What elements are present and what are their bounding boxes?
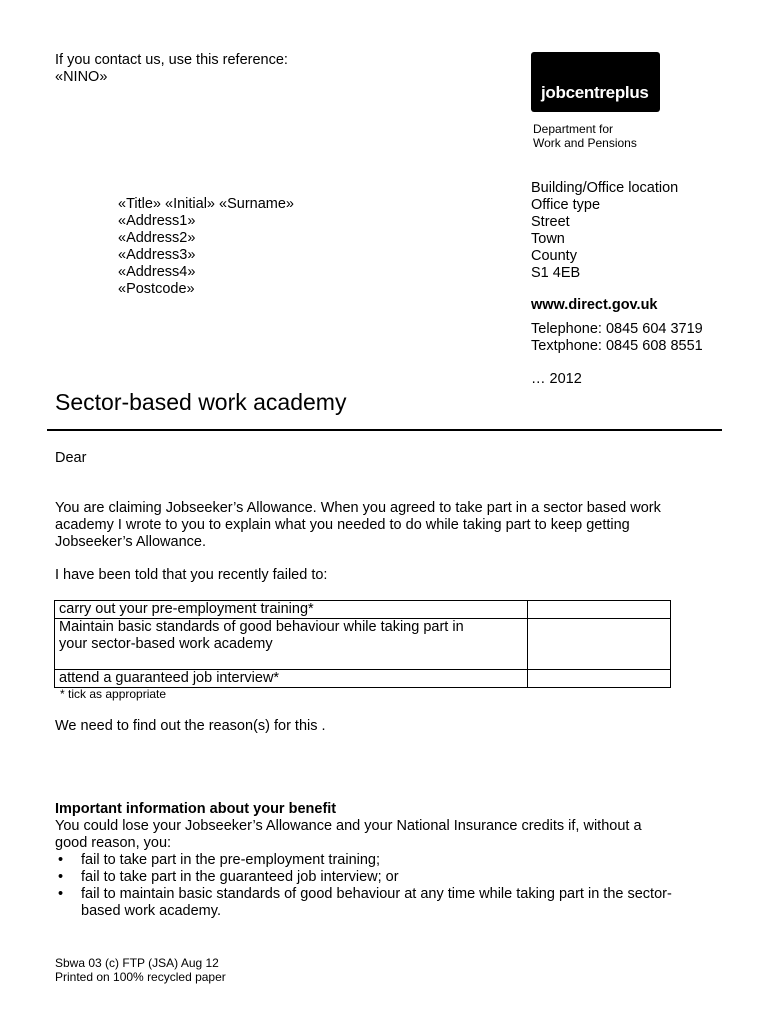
reference-block xyxy=(55,52,288,86)
tick-box[interactable] xyxy=(528,670,671,688)
office-postcode: S1 4EB xyxy=(531,265,581,281)
consequence-list xyxy=(55,852,725,920)
letter-heading: Sector-based work academy xyxy=(55,389,347,415)
failure-reason xyxy=(55,670,528,688)
textphone-number: Textphone: 0845 608 8551 xyxy=(531,338,703,354)
heading-divider xyxy=(47,429,722,431)
logo-text: jobcentreplus xyxy=(541,83,649,102)
reason-line: attend a guaranteed job interview* xyxy=(59,670,280,686)
list-item-text: fail to take part in the pre-employment training; xyxy=(81,852,381,868)
table-footnote: * tick as appropriate xyxy=(60,687,167,701)
table-row xyxy=(55,670,671,688)
recipient-address1: «Address1» xyxy=(118,213,196,229)
list-item-text: based work academy. xyxy=(81,903,221,919)
jobcentreplus-logo xyxy=(531,52,660,112)
telephone-number: Telephone: 0845 604 3719 xyxy=(531,321,703,337)
office-location: Building/Office location xyxy=(531,180,679,196)
reason-line: Maintain basic standards of good behaviour while taking part in xyxy=(59,619,464,635)
intro-line-2: academy I wrote to you to explain what you needed to do while taking part to keep getting xyxy=(55,517,630,533)
list-item xyxy=(55,869,725,886)
reason-request: We need to find out the reason(s) for this . xyxy=(55,718,326,734)
office-street: Street xyxy=(531,214,570,230)
bullet-icon: • xyxy=(58,869,64,885)
reference-value: «NINO» xyxy=(55,69,108,85)
important-info-heading: Important information about your benefit xyxy=(55,801,337,817)
reason-line: carry out your pre-employment training* xyxy=(59,601,314,617)
bullet-icon: • xyxy=(58,852,64,868)
info-line-1: You could lose your Jobseeker’s Allowance and your National Insurance credits if, without a xyxy=(55,818,642,834)
important-info-text xyxy=(55,818,725,852)
info-line-2: good reason, you: xyxy=(55,835,172,851)
list-item xyxy=(55,886,725,920)
office-type: Office type xyxy=(531,197,601,213)
intro-line-3: Jobseeker’s Allowance. xyxy=(55,534,206,550)
office-address xyxy=(531,180,678,282)
letter-date: … 2012 xyxy=(531,371,582,387)
list-item-text: fail to take part in the guaranteed job interview; or xyxy=(81,869,399,885)
office-town: Town xyxy=(531,231,565,247)
table-row xyxy=(55,619,671,670)
failure-table xyxy=(54,600,671,688)
failure-reason xyxy=(55,619,528,670)
recipient-address xyxy=(118,196,294,298)
dept-line-1: Department for xyxy=(533,122,614,136)
contact-numbers xyxy=(531,321,703,355)
list-item-text: fail to maintain basic standards of good behaviour at any time while taking part in the sector- xyxy=(81,886,672,902)
recipient-address2: «Address2» xyxy=(118,230,196,246)
recycled-note: Printed on 100% recycled paper xyxy=(55,970,226,984)
tick-box[interactable] xyxy=(528,619,671,670)
salutation: Dear xyxy=(55,450,87,466)
office-county: County xyxy=(531,248,577,264)
recipient-postcode: «Postcode» xyxy=(118,281,195,297)
recipient-name: «Title» «Initial» «Surname» xyxy=(118,196,294,212)
department-logo-text xyxy=(533,122,637,150)
form-code: Sbwa 03 (c) FTP (JSA) Aug 12 xyxy=(55,956,219,970)
recipient-address4: «Address4» xyxy=(118,264,196,280)
failure-intro: I have been told that you recently failed to: xyxy=(55,567,328,583)
intro-paragraph xyxy=(55,500,735,551)
form-footer xyxy=(55,956,226,984)
bullet-icon: • xyxy=(58,886,64,902)
reason-line: your sector-based work academy xyxy=(59,636,273,652)
website-link[interactable]: www.direct.gov.uk xyxy=(531,297,658,313)
list-item xyxy=(55,852,725,869)
failure-reason xyxy=(55,601,528,619)
table-row xyxy=(55,601,671,619)
recipient-address3: «Address3» xyxy=(118,247,196,263)
reference-label: If you contact us, use this reference: xyxy=(55,52,288,68)
intro-line-1: You are claiming Jobseeker’s Allowance. When you agreed to take part in a sector based work xyxy=(55,500,661,516)
dept-line-2: Work and Pensions xyxy=(533,136,637,150)
tick-box[interactable] xyxy=(528,601,671,619)
